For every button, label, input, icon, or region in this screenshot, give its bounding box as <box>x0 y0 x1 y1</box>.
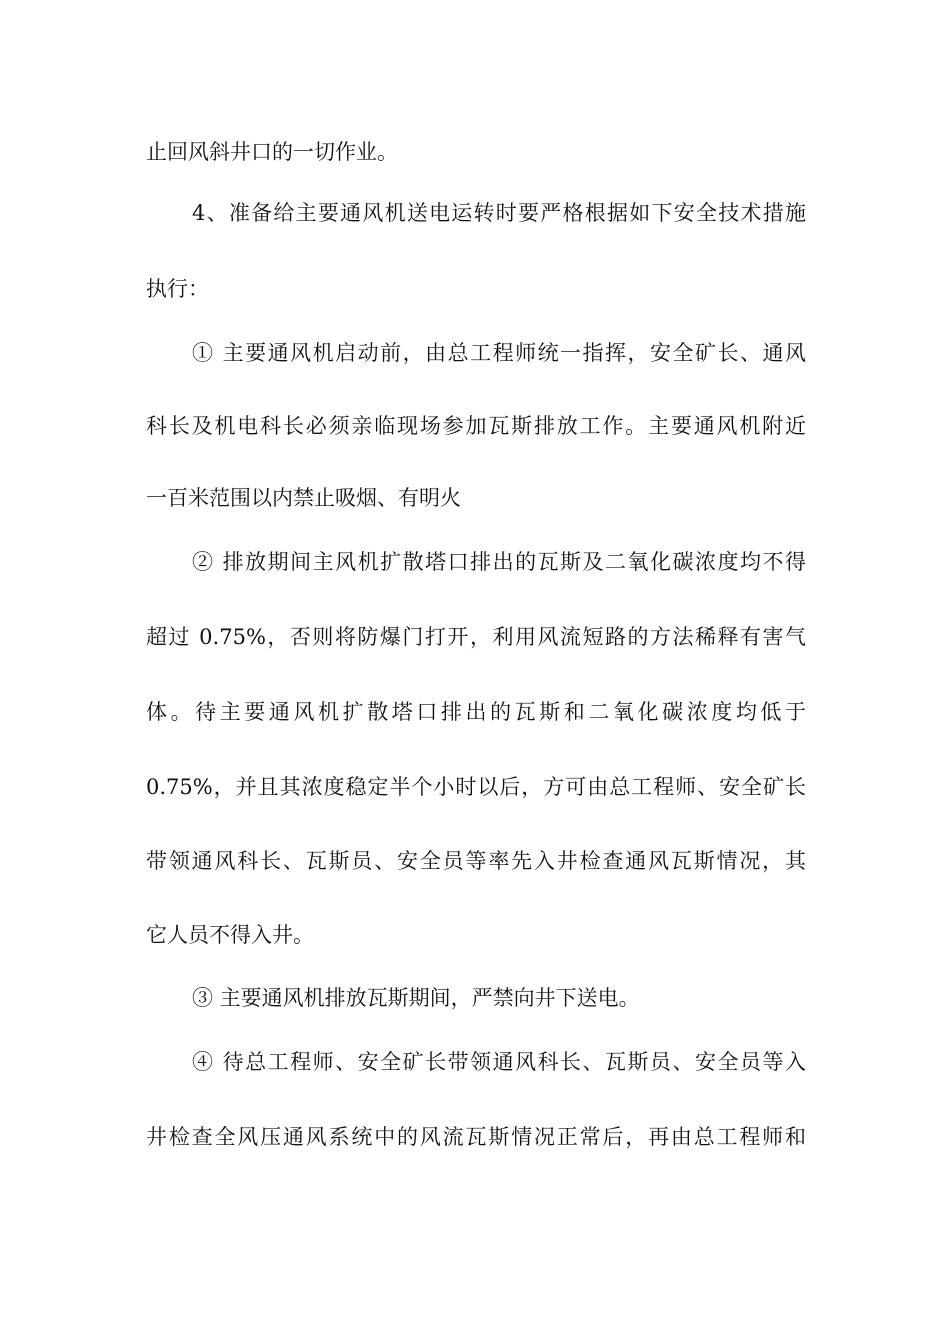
paragraph-line-2: 4、准备给主要通风机送电运转时要严格根据如下安全技术措施 <box>192 201 806 225</box>
paragraph-line-4: ① 主要通风机启动前，由总工程师统一指挥，安全矿长、通风 <box>192 341 806 365</box>
paragraph-line-3: 执行： <box>146 277 209 301</box>
paragraph-line-7: ② 排放期间主风机扩散塔口排出的瓦斯及二氧化碳浓度均不得 <box>192 550 806 574</box>
paragraph-line-15: 井检查全风压通风系统中的风流瓦斯情况正常后，再由总工程师和 <box>146 1125 806 1149</box>
paragraph-line-14: ④ 待总工程师、安全矿长带领通风科长、瓦斯员、安全员等入 <box>192 1050 806 1074</box>
paragraph-line-9: 体。待主要通风机扩散塔口排出的瓦斯和二氧化碳浓度均低于 <box>146 700 806 724</box>
paragraph-line-10: 0.75%，并且其浓度稳定半个小时以后，方可由总工程师、安全矿长 <box>146 775 806 799</box>
paragraph-line-1: 止回风斜井口的一切作业。 <box>146 140 398 164</box>
paragraph-line-11: 带领通风科长、瓦斯员、安全员等率先入井检查通风瓦斯情况，其 <box>146 849 806 873</box>
paragraph-line-6: 一百米范围以内禁止吸烟、有明火 <box>146 486 461 510</box>
paragraph-line-5: 科长及机电科长必须亲临现场参加瓦斯排放工作。主要通风机附近 <box>146 414 806 438</box>
paragraph-line-13: ③ 主要通风机排放瓦斯期间，严禁向井下送电。 <box>192 986 640 1010</box>
paragraph-line-12: 它人员不得入井。 <box>146 923 314 947</box>
paragraph-line-8: 超过 0.75%，否则将防爆门打开，利用风流短路的方法稀释有害气 <box>146 625 806 649</box>
